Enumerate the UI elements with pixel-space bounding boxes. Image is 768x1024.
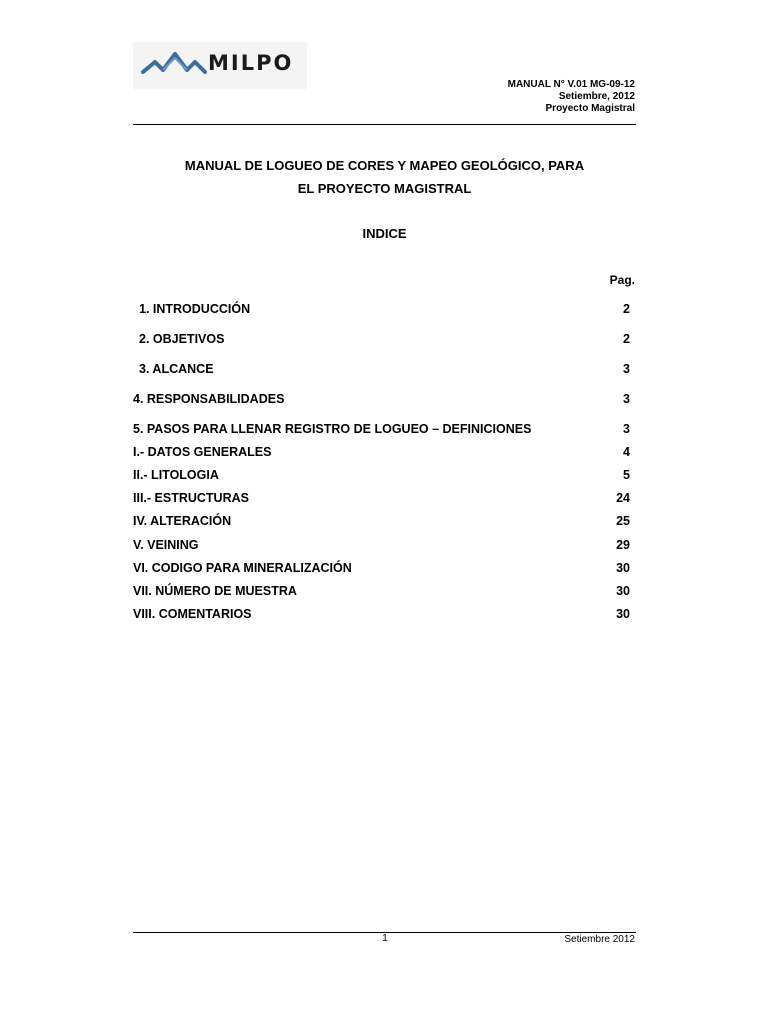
header-project: Proyecto Magistral xyxy=(545,103,635,114)
toc-entry[interactable] xyxy=(0,392,768,408)
toc-entry-label: 2. OBJETIVOS xyxy=(139,332,225,346)
toc-entry-page: 4 xyxy=(623,445,630,459)
toc-entry-label: IV. ALTERACIÓN xyxy=(133,514,232,528)
toc-entry[interactable] xyxy=(0,514,768,530)
manual-number: MANUAL N° V.01 MG-09-12 xyxy=(507,79,635,90)
document-title-line-1: MANUAL DE LOGUEO DE CORES Y MAPEO GEOLÓGICO, PARA xyxy=(184,158,585,173)
toc-entry-page: 2 xyxy=(623,302,630,316)
toc-entry-page: 25 xyxy=(616,514,630,528)
toc-entry-page: 30 xyxy=(616,607,630,621)
toc-entry-label: II.- LITOLOGIA xyxy=(133,468,219,482)
toc-entry[interactable] xyxy=(0,491,768,507)
toc-entry-page: 30 xyxy=(616,584,630,598)
toc-entry-label: VII. NÚMERO DE MUESTRA xyxy=(133,584,297,598)
toc-entry[interactable] xyxy=(0,332,768,348)
header-date: Setiembre, 2012 xyxy=(558,91,635,102)
toc-entry-page: 29 xyxy=(616,538,630,552)
toc-entry-label: VIII. COMENTARIOS xyxy=(133,607,252,621)
header-meta xyxy=(508,79,635,115)
toc-entry-label: III.- ESTRUCTURAS xyxy=(133,491,249,505)
toc-entry-page: 3 xyxy=(623,392,630,406)
mountain-logo-icon xyxy=(141,50,207,80)
toc-entry-label: 3. ALCANCE xyxy=(139,362,214,376)
toc-entry-page: 30 xyxy=(616,561,630,575)
toc-entry-label: 5. PASOS PARA LLENAR REGISTRO DE LOGUEO – DEFINICIONES xyxy=(133,422,532,436)
toc-entry[interactable] xyxy=(0,302,768,318)
toc-entry[interactable] xyxy=(0,607,768,623)
toc-entry-label: 4. RESPONSABILIDADES xyxy=(133,392,285,406)
company-logo xyxy=(133,42,307,89)
toc-entry-page: 5 xyxy=(623,468,630,482)
toc-entry-page: 24 xyxy=(616,491,630,505)
toc-entry-page: 3 xyxy=(623,362,630,376)
toc-entry[interactable] xyxy=(0,445,768,461)
toc-entry[interactable] xyxy=(0,584,768,600)
toc-entry[interactable] xyxy=(0,468,768,484)
toc-entry-page: 3 xyxy=(623,422,630,436)
page-column-label: Pag. xyxy=(609,273,635,287)
footer-date: Setiembre 2012 xyxy=(564,934,635,945)
toc-entry[interactable] xyxy=(0,538,768,554)
index-heading: INDICE xyxy=(362,226,407,241)
toc-entry-label: VI. CODIGO PARA MINERALIZACIÓN xyxy=(133,561,352,575)
toc-entry[interactable] xyxy=(0,561,768,577)
document-title-line-2: EL PROYECTO MAGISTRAL xyxy=(297,181,472,196)
toc-entry-label: V. VEINING xyxy=(133,538,199,552)
logo-text: MILPO xyxy=(208,51,294,75)
header-divider xyxy=(133,124,636,125)
toc-entry-label: I.- DATOS GENERALES xyxy=(133,445,272,459)
toc-entry-page: 2 xyxy=(623,332,630,346)
footer-page-number: 1 xyxy=(382,933,388,944)
toc-entry[interactable] xyxy=(0,422,768,438)
toc-entry-label: 1. INTRODUCCIÓN xyxy=(139,302,251,316)
toc-entry[interactable] xyxy=(0,362,768,378)
